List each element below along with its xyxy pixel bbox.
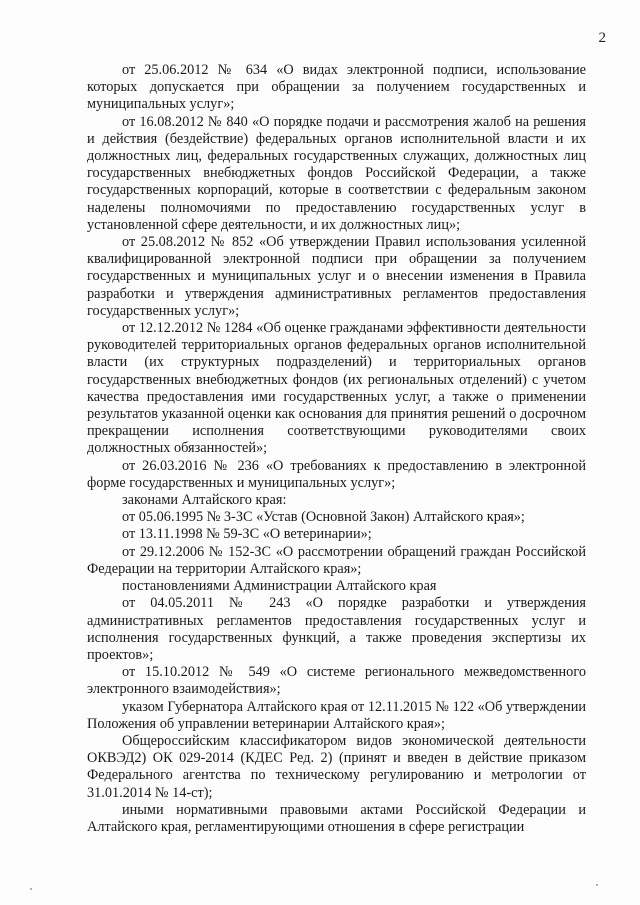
paragraph-decree-840: от 16.08.2012 № 840 «О порядке подачи и рассмотрения жалоб на решения и действия (бездействие) федеральных органов исполнительной власти и их должностных лиц, федеральных государственных служащих, должностных лиц государственных внебюджетных фондов Российской Федерации, а также государственных корпораций, которые в соответствии с федеральным законом наделены полномочиями по предоставлению государственных услуг в установленной сфере деятельности, и их должностных лиц»;	[87, 113, 586, 233]
paragraph-decree-236: от 26.03.2016 № 236 «О требованиях к предоставлению в электронной форме государственных и муниципальных услуг»;	[87, 457, 586, 491]
document-body	[87, 62, 586, 836]
paragraph-resolution-549: от 15.10.2012 № 549 «О системе регионального межведомственного электронного взаимодействия»;	[87, 664, 586, 698]
paragraph-laws-heading: законами Алтайского края:	[122, 492, 287, 509]
paragraph-law-59zs: от 13.11.1998 № 59-ЗС «О ветеринарии»;	[122, 526, 372, 543]
paragraph-governor-decree-122: указом Губернатора Алтайского края от 12.11.2015 № 122 «Об утверждении Положения об управлении ветеринарии Алтайского края»;	[87, 698, 586, 732]
paragraph-okved2-classifier: Общероссийским классификатором видов экономической деятельности ОКВЭД2) ОК 029-2014 (КДЕС Ред. 2) (принят и введен в действие приказом Федерального агентства по техническому регулированию и метрологии от 31.01.2014 № 14-ст);	[87, 732, 586, 801]
paragraph-law-3zs: от 05.06.1995 № 3-ЗС «Устав (Основной Закон) Алтайского края»;	[122, 509, 525, 526]
paragraph-decree-1284: от 12.12.2012 № 1284 «Об оценке гражданами эффективности деятельности руководителей территориальных органов федеральных органов исполнительной власти (их структурных подразделений) и территориальных органов государственных внебюджетных фондов (их региональных отделений) с учетом качества предоставления ими государственных услуг, а также о применении результатов указанной оценки как основания для принятия решений о досрочном прекращении исполнения соответствующими руководителями своих должностных обязанностей»;	[87, 320, 586, 457]
paragraph-decree-634: от 25.06.2012 № 634 «О видах электронной подписи, использование которых допускается при обращении за получением государственных и муниципальных услуг»;	[87, 62, 586, 113]
paragraph-other-acts: иными нормативными правовыми актами Российской Федерации и Алтайского края, регламентирующими отношения в сфере регистрации	[87, 801, 586, 835]
scan-speck	[596, 884, 598, 886]
page-number: 2	[598, 30, 606, 46]
paragraph-law-152zs: от 29.12.2006 № 152-ЗС «О рассмотрении обращений граждан Российской Федерации на территории Алтайского края»;	[87, 543, 586, 577]
scan-speck	[30, 888, 32, 890]
paragraph-decree-852: от 25.08.2012 № 852 «Об утверждении Правил использования усиленной квалифицированной электронной подписи при обращении за получением государственных и муниципальных услуг и о внесении изменения в Правила разработки и утверждения административных регламентов предоставления государственных услуг»;	[87, 234, 586, 319]
paragraph-resolutions-heading: постановлениями Администрации Алтайского края	[122, 578, 437, 595]
paragraph-resolution-243: от 04.05.2011 № 243 «О порядке разработки и утверждения административных регламентов предоставления государственных услуг и исполнения государственных функций, а также проведения экспертизы их проектов»;	[87, 595, 586, 663]
